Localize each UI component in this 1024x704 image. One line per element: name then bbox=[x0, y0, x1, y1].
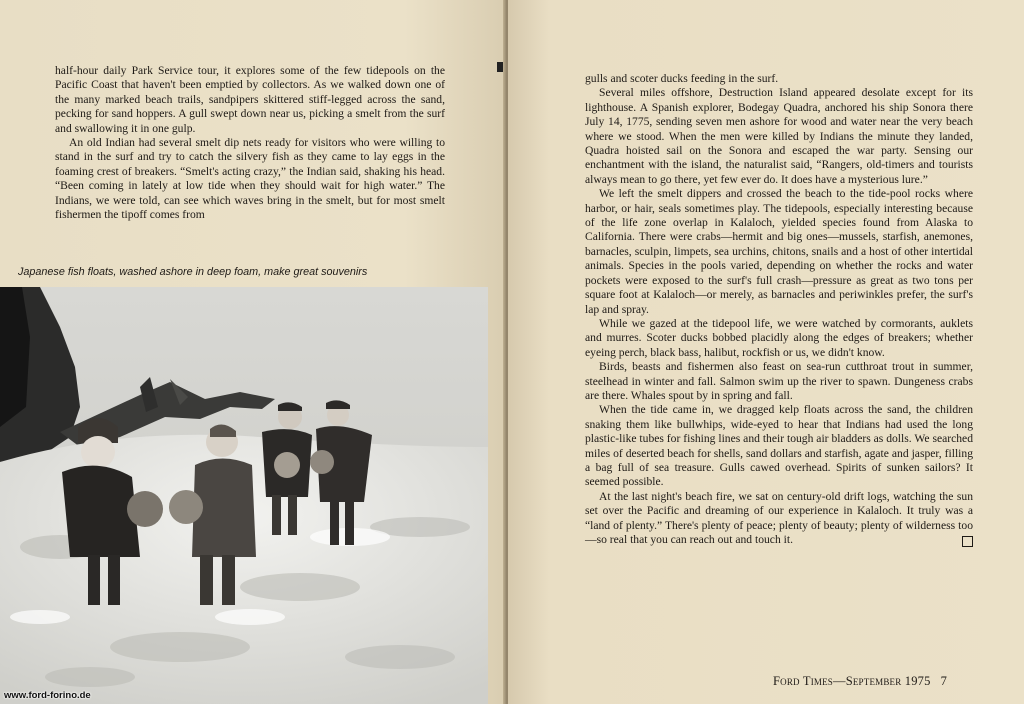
site-watermark: www.ford-forino.de bbox=[4, 690, 91, 701]
page-number: 7 bbox=[940, 674, 948, 688]
page-footer bbox=[773, 674, 947, 689]
right-paragraph-7 bbox=[585, 490, 973, 548]
magazine-issue: Ford Times—September 1975 bbox=[773, 674, 931, 688]
photo-children-fish-floats bbox=[0, 287, 488, 704]
right-paragraph-7-text: At the last night's beach fire, we sat on century-old drift logs, watching the sun set over the Pacific and dreaming of our experience in Kalaloch. It truly was a “land of plenty.” There's plenty of peace; plenty of beauty; plenty of wilderness too—so real that you can reach out and touch it. bbox=[585, 489, 973, 546]
end-of-article-icon bbox=[962, 536, 973, 547]
right-paragraph-3: We left the smelt dippers and crossed the beach to the tide-pool rocks where harbor, or hair, seals sometimes play. The tidepools, especially interesting because of the life zone overlap in Kalaloch, yielded species found from Alaska to California. There were crabs—hermit and big ones—mussels, starfish, anemones, barnacles, sculpin, limpets, sea urchins, chitons, snails and a host of other intertidal animals. Species in the pools varied, depending on whether the rocks and water pockets were exposed to the surf's full crash—pressure as great as two tons per square foot at Kalaloch—or merely, as barnacles and periwinkles prefer, the surf's lap and spray. bbox=[585, 187, 973, 316]
right-article-column bbox=[585, 72, 973, 547]
right-paragraph-5: Birds, beasts and fishermen also feast on sea-run cutthroat trout in summer, steelhead in winter and fall. Salmon swim up the river to spawn. Dungeness crabs are there. Whales spout by in spring and fall. bbox=[585, 360, 973, 402]
photo-caption: Japanese fish floats, washed ashore in deep foam, make great souvenirs bbox=[18, 266, 368, 278]
right-paragraph-1: gulls and scoter ducks feeding in the surf. bbox=[585, 72, 779, 85]
right-page bbox=[508, 0, 1024, 704]
right-paragraph-6: When the tide came in, we dragged kelp floats across the sand, the children snaking them like bullwhips, wide-eyed to hear that Indians had used the long plastic-like tubes for fishing lines and their tough air bladders as dolls. We searched miles of deserted beach for shells, sand dollars and starfish, agate and jasper, filling a bag full of sea treasure. Gulls cawed overhead. Spirits of sunken sailors? It seemed possible. bbox=[585, 403, 973, 489]
right-paragraph-4: While we gazed at the tidepool life, we were watched by cormorants, auklets and murres. Scoter ducks bobbed placidly along the edges of breakers; whether eyeing perch, black bass, halibut, rockfish or us, we didn't know. bbox=[585, 316, 973, 359]
gutter-mark bbox=[497, 62, 503, 72]
right-paragraph-2: Several miles offshore, Destruction Island appeared desolate except for its lighthouse. A Spanish explorer, Bodegay Quadra, anchored his ship Sonora there July 14, 1775, sending seven men ashore for wood and water near the very beach where we stood. When the men were killed by Indians the minute they landed, Quadra hoisted sail on the Sonora and escaped the war party. Sensing our enchantment with the island, the naturalist said, “Rangers, old-timers and tourists always mean to go there, yet few ever do. It does have a mysterious lure.” bbox=[585, 86, 973, 186]
left-article-column bbox=[55, 64, 445, 222]
left-page bbox=[0, 0, 506, 704]
left-paragraph-2: An old Indian had several smelt dip nets ready for visitors who were willing to stand in the surf and try to catch the silvery fish as they came to lay eggs in the foaming crest of breakers. “Smelt's acting crazy,” the Indian said, shaking his head. “Been coming in lately at low tide when they should wait for high water.” The Indians, we were told, can see which waves bring in the smelt, but for most smelt fishermen the tipoff comes from bbox=[55, 136, 445, 222]
left-paragraph-1: half-hour daily Park Service tour, it explores some of the few tidepools on the Pacific Coast that haven't been emptied by collectors. As we walked down one of the many marked beach trails, sandpipers skittered stiff-legged across the sand, pecking for sand hoppers. A gull swept down near us, picking a smelt from the surf and swallowing it in one gulp. bbox=[55, 64, 445, 135]
